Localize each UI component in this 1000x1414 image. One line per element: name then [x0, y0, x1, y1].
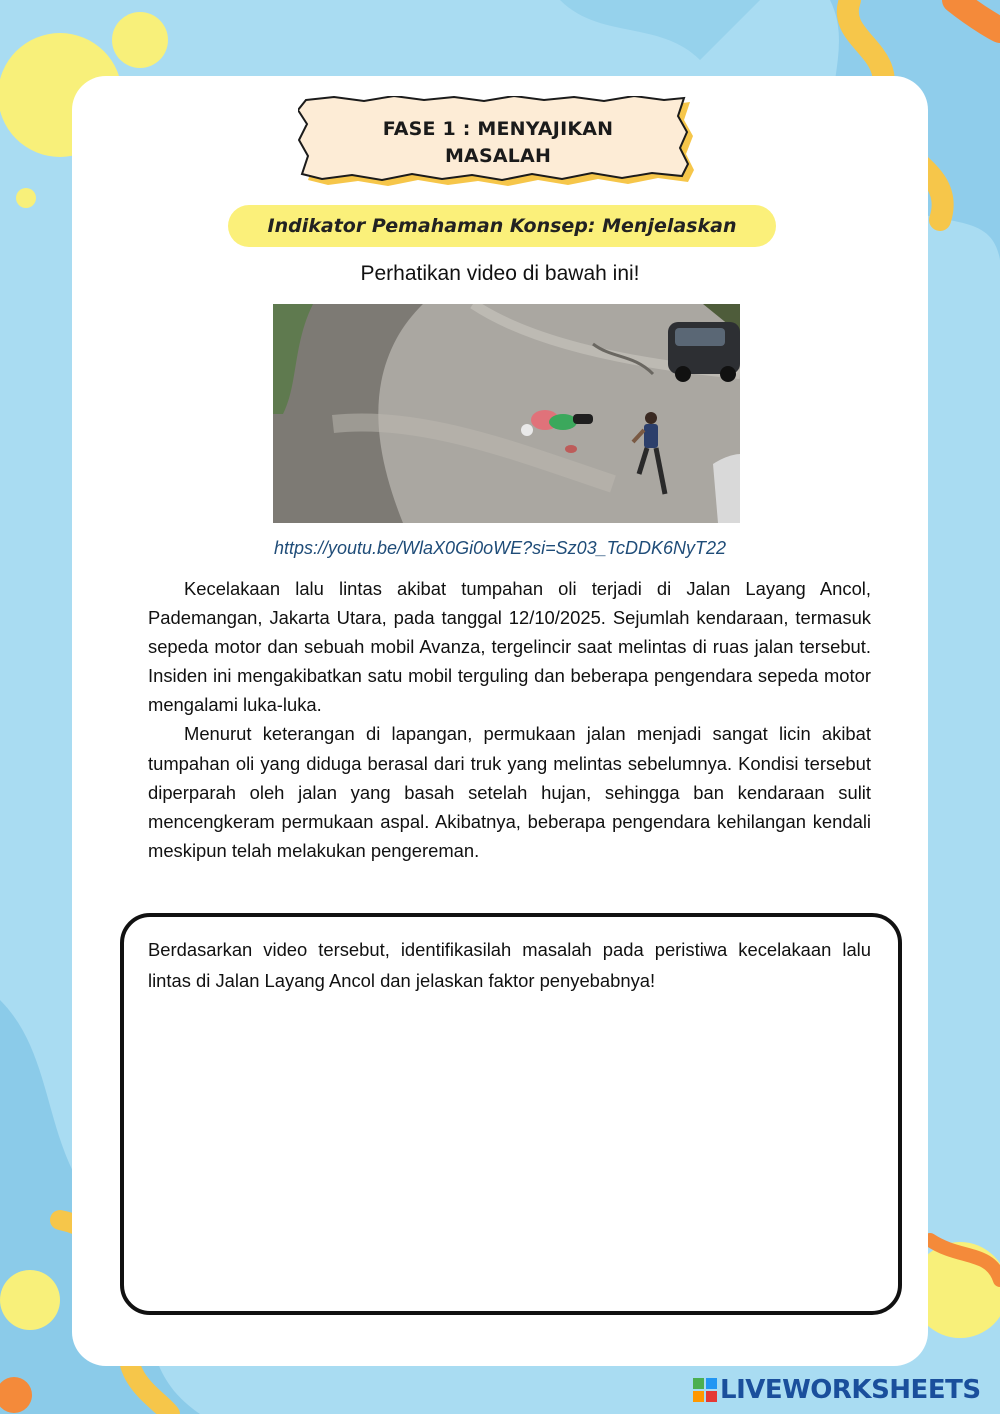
- instruction-text: Perhatikan video di bawah ini!: [360, 262, 640, 285]
- video-thumbnail[interactable]: [273, 304, 740, 523]
- road-accident-image: [273, 304, 740, 523]
- indicator-pill: Indikator Pemahaman Konsep: Menjelaskan: [228, 205, 776, 247]
- liveworksheets-icon: [693, 1378, 717, 1402]
- phase-title: FASE 1 : MENYAJIKAN MASALAH: [382, 118, 614, 167]
- phase-banner: [298, 96, 698, 188]
- car-icon: [668, 322, 740, 382]
- article-paragraph: Menurut keterangan di lapangan, permukaan jalan menjadi sangat licin akibat tumpahan oli yang diduga berasal dari truk yang melintas sebelumnya. Kondisi tersebut diperparah oleh jalan yang basah setelah hujan, sehingga ban kendaraan sulit mencengkeram permukaan aspal. Akibatnya, beberapa pengendara kehilangan kendali meskipun telah melakukan pengereman.: [148, 723, 871, 861]
- article-body: [148, 574, 871, 865]
- video-link[interactable]: https://youtu.be/WlaX0Gi0oWE?si=Sz03_TcDDK6NyT22: [273, 538, 727, 558]
- liveworksheets-wordmark: LIVEWORKSHEETS: [720, 1375, 981, 1405]
- article-paragraph: Kecelakaan lalu lintas akibat tumpahan oli terjadi di Jalan Layang Ancol, Pademangan, Jakarta Utara, pada tanggal 12/10/2025. Sejumlah kendaraan, termasuk sepeda motor dan sebuah mobil Avanza, tergelincir saat melintas di ruas jalan tersebut. Insiden ini mengakibatkan satu mobil terguling dan beberapa pengendara sepeda motor mengalami luka-luka.: [148, 578, 871, 716]
- question-text: Berdasarkan video tersebut, identifikasilah masalah pada peristiwa kecelakaan lalu lintas di Jalan Layang Ancol dan jelaskan faktor penyebabnya!: [148, 939, 871, 991]
